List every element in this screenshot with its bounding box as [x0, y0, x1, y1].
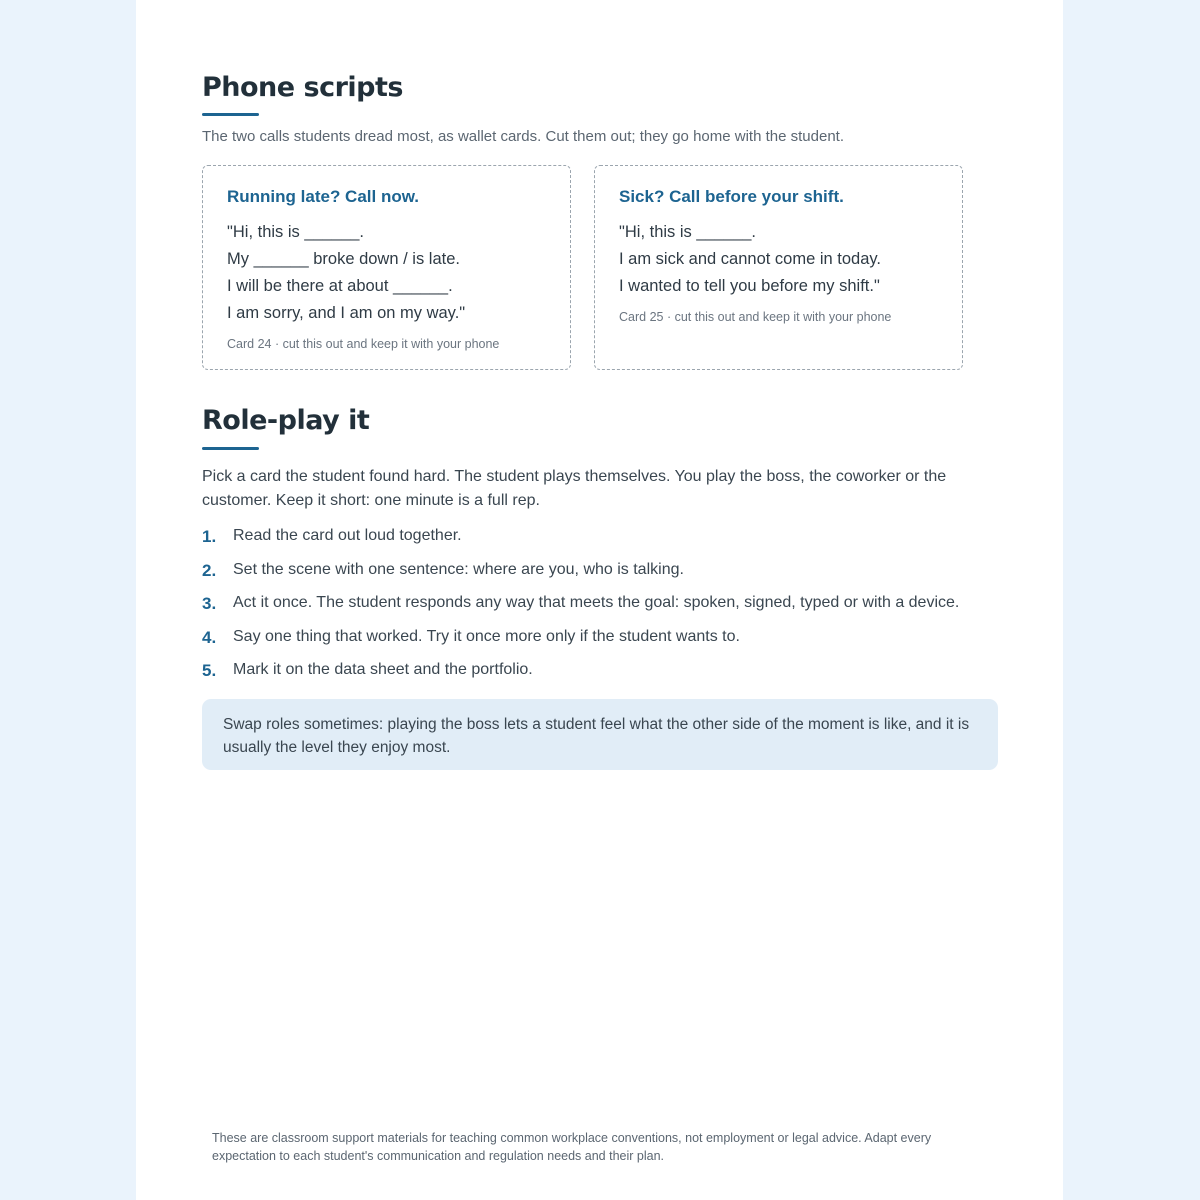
step-number: 1. [202, 527, 217, 546]
step-text: Say one thing that worked. Try it once more only if the student wants to. [233, 627, 740, 645]
script-line: My ______ broke down / is late. [227, 250, 460, 268]
step-text: Mark it on the data sheet and the portfolio. [233, 661, 533, 678]
role-play-paragraph: Pick a card the student found hard. The student plays themselves. You play the boss, the coworker or the customer. Keep it short: one minute is a full rep. [202, 468, 947, 509]
tip-callout: Swap roles sometimes: playing the boss lets a student feel what the other side of the moment is like, and it is usually the level they enjoy most. [202, 699, 998, 770]
step-number: 2. [202, 560, 217, 580]
phone-scripts-heading: Phone scripts [202, 72, 403, 103]
heading-underline [202, 113, 259, 116]
wallet-card-sick [594, 165, 963, 370]
script-line: I will be there at about ______. [227, 277, 453, 295]
heading-underline [202, 447, 259, 450]
script-line: I wanted to tell you before my shift." [619, 277, 880, 295]
card-footer: Card 24 · cut this out and keep it with your phone [227, 337, 500, 351]
disclaimer-footnote: These are classroom support materials for teaching common workplace conventions, not employment or legal advice. Adapt every expectation to each student's communication and regulation needs and their plan. [212, 1131, 932, 1163]
step-text: Act it once. The student responds any way that meets the goal: spoken, signed, typed or with a device. [233, 594, 960, 611]
phone-scripts-intro: The two calls students dread most, as wallet cards. Cut them out; they go home with the student. [202, 128, 844, 145]
step-number: 5. [202, 661, 217, 680]
script-line: I am sorry, and I am on my way." [227, 304, 466, 322]
role-play-heading: Role-play it [202, 405, 370, 436]
script-line: I am sick and cannot come in today. [619, 250, 881, 268]
script-line: "Hi, this is ______. [619, 223, 757, 241]
script-line: "Hi, this is ______. [227, 223, 365, 241]
step-text: Set the scene with one sentence: where are you, who is talking. [233, 560, 684, 578]
step-number: 4. [202, 627, 217, 647]
card-footer: Card 25 · cut this out and keep it with your phone [619, 310, 892, 324]
step-text: Read the card out loud together. [233, 527, 462, 544]
wallet-card-running-late [202, 165, 571, 370]
card-title: Running late? Call now. [227, 187, 420, 206]
card-title: Sick? Call before your shift. [619, 187, 844, 206]
document-page [136, 0, 1063, 1200]
step-number: 3. [202, 594, 217, 613]
